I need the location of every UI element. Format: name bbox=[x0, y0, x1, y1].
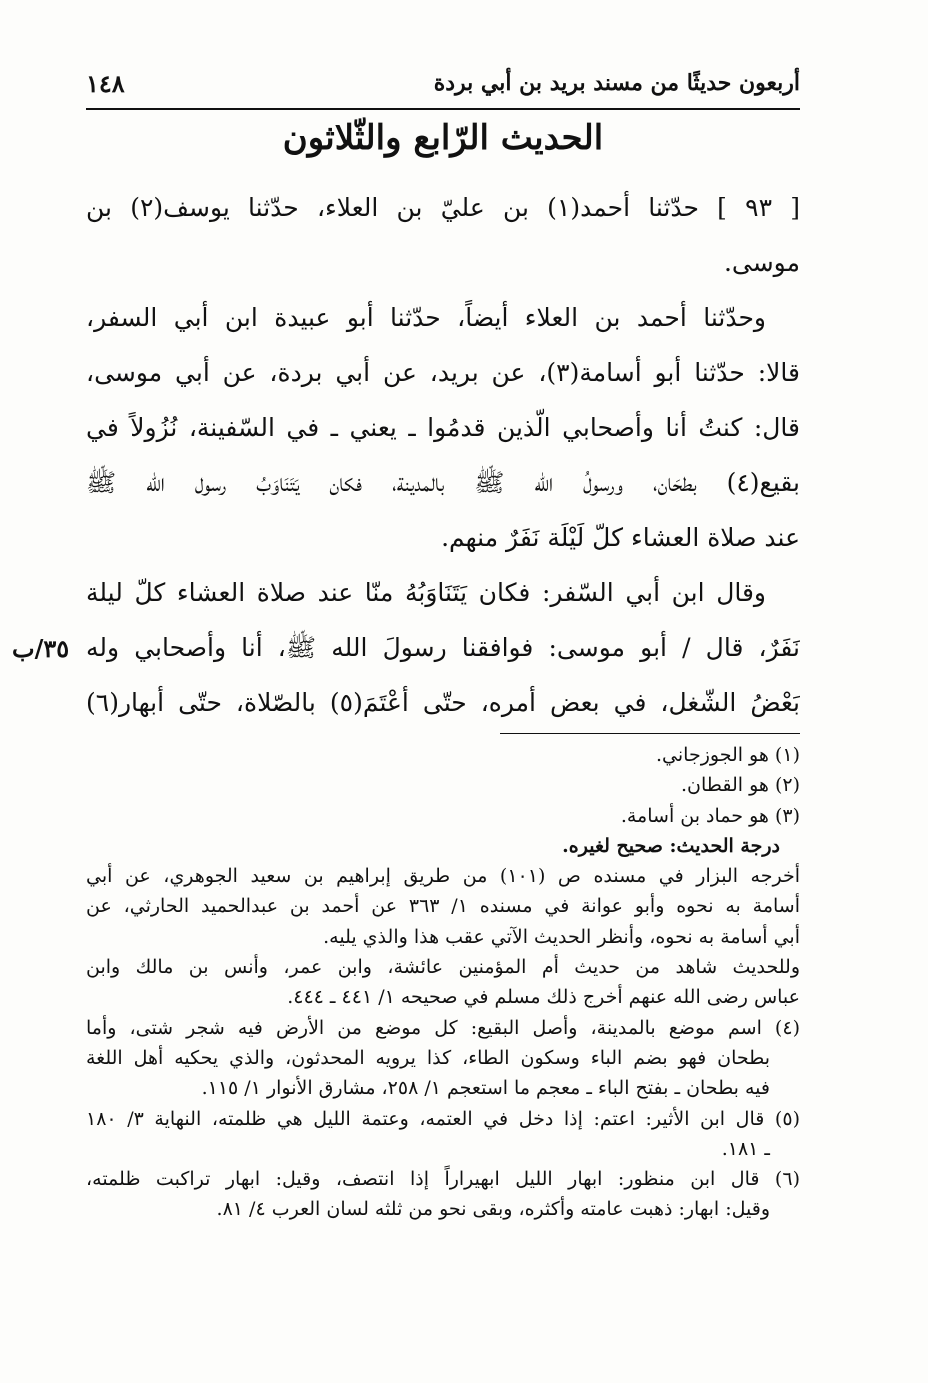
footnote-line: عباس رضى الله عنهم أخرج ذلك مسلم في صحيحه ١/ ٤٤١ ـ ٤٤٤. bbox=[287, 986, 800, 1009]
footnote-line: وقيل: ابهار: ذهبت عامته وأكثره، وبقى نحو من ثلثه لسان العرب ٤/ ٨١. bbox=[216, 1198, 770, 1221]
footnote-line: أسامة به نحوه وأبو عوانة في مسنده ١/ ٣٦٣ عن أحمد بن عبدالحميد الحارثي، عن bbox=[86, 895, 800, 918]
footnote-line: (٤) اسم موضع بالمدينة، وأصل البقيع: كل موضع من الأرض فيه شجر شتى، وأما bbox=[86, 1016, 800, 1039]
body-line: [ ٩٣ ] حدّثنا أحمد(١) بن عليّ بن العلاء، حدّثنا يوسف(٢) بن bbox=[86, 193, 800, 222]
body-line: وحدّثنا أحمد بن العلاء أيضاً، حدّثنا أبو عبيدة ابن أبي السفر، bbox=[86, 303, 766, 332]
body-line: بقيع(٤) بطحَان، ورسولُ الله ﷺ بالمدينة، فكان يَتَنَاوَبُ رسول الله ﷺ bbox=[86, 468, 800, 497]
body-line: نَفَرٌ، قال / أبو موسى: فوافقنا رسولَ الله ﷺ، أنا وأصحابي وله bbox=[86, 633, 800, 662]
body-line: وقال ابن أبي السّفر: فكان يَتَنَاوَبُهُ منّا عند صلاة العشاء كلّ ليلة bbox=[86, 578, 766, 607]
footnote-line: وللحديث شاهد من حديث أم المؤمنين عائشة، وابن عمر، وأنس بن مالك وابن bbox=[86, 956, 800, 979]
body-line: عند صلاة العشاء كلّ لَيْلَة نَفَرٌ منهم. bbox=[441, 523, 800, 552]
footnote-line: بطحان فهو بضم الباء وسكون الطاء، كذا يرويه المحدثون، والذي يحكيه أهل اللغة bbox=[86, 1046, 770, 1069]
footnote-line: (٦) قال ابن منظور: ابهار الليل ابهيراراً إذا انتصف، وقيل: ابهار تراكبت ظلمته، bbox=[86, 1168, 800, 1191]
footnote-line: أخرجه البزار في مسنده ص (١٠١) من طريق إبراهيم بن سعيد الجوهري، عن أبي bbox=[86, 865, 800, 888]
footnote-line: (٣) هو حماد بن أسامة. bbox=[620, 804, 800, 827]
footnotes bbox=[86, 740, 800, 1225]
page-header bbox=[86, 58, 800, 110]
footnote-line: أبي أسامة به نحوه، وأنظر الحديث الآتي عقب هذا والذي يليه. bbox=[323, 925, 800, 948]
running-title: أربعون حديثًا من مسند بريد بن أبي بردة bbox=[433, 70, 800, 96]
hadith-grade: درجة الحديث: صحيح لغيره. bbox=[562, 834, 780, 857]
page-number: ١٤٨ bbox=[86, 68, 125, 98]
footnote-line: ـ ١٨١. bbox=[721, 1137, 770, 1160]
footnote-line: (١) هو الجوزجاني. bbox=[656, 744, 800, 766]
footnote-divider bbox=[500, 733, 800, 734]
footnote-line: (٢) هو القطان. bbox=[680, 774, 800, 797]
footnote-line: فيه بطحان ـ بفتح الباء ـ معجم ما استعجم ١/ ٢٥٨، مشارق الأنوار ١/ ١١٥. bbox=[201, 1077, 770, 1100]
body-line: قالا: حدّثنا أبو أسامة(٣)، عن بريد، عن أبي بردة، عن أبي موسى، bbox=[86, 358, 800, 387]
body-line: قال: كنتُ أنا وأصحابي الّذين قدمُوا ـ يعني ـ في السّفينة، نُزُولاً في bbox=[86, 413, 800, 442]
hadith-title: الحديث الرّابع والثّلاثون bbox=[282, 118, 604, 158]
footnote-line: (٥) قال ابن الأثير: اعتم: إذا دخل في العتمه، وعتمة الليل هي ظلمته، النهاية ٣/ ١٨٠ bbox=[86, 1107, 800, 1130]
body-line: موسى. bbox=[723, 248, 800, 277]
hadith-text bbox=[86, 180, 800, 730]
manuscript-folio-note: ٣٥/ب bbox=[12, 634, 70, 663]
body-line: بَعْضُ الشّغل، في بعض أمره، حتّى أعْتَمَ(٥) بالصّلاة، حتّى أبهار(٦) bbox=[86, 688, 800, 717]
